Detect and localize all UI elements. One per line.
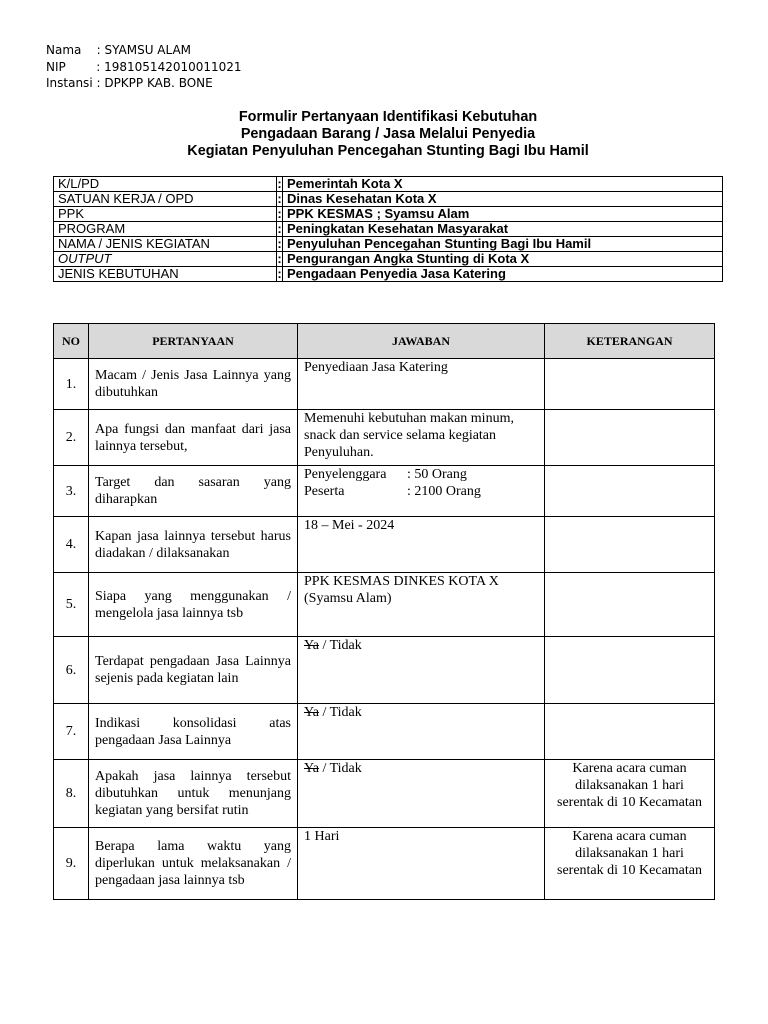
identity-instansi: Instansi : DPKPP KAB. BONE <box>46 76 213 90</box>
info-row: PPK : PPK KESMAS ; Syamsu Alam <box>54 207 723 222</box>
header-keterangan: KETERANGAN <box>545 324 715 359</box>
answer-line: Penyelenggara : 50 Orang <box>304 467 467 482</box>
title-line-1: Formulir Pertanyaan Identifikasi Kebutuhan <box>238 109 538 125</box>
table-row: 7. Indikasi konsolidasi atas pengadaan Jasa Lainnya Ya / Tidak <box>54 704 715 760</box>
info-row: JENIS KEBUTUHAN : Pengadaan Penyedia Jasa Katering <box>54 267 723 282</box>
info-row: NAMA / JENIS KEGIATAN : Penyuluhan Pencegahan Stunting Bagi Ibu Hamil <box>54 237 723 252</box>
strike-ya: Ya <box>304 705 319 720</box>
info-row: PROGRAM : Peningkatan Kesehatan Masyarakat <box>54 222 723 237</box>
instansi-value: DPKPP KAB. BONE <box>104 76 213 90</box>
table-header-row <box>54 324 715 359</box>
table-row: 1. Macam / Jenis Jasa Lainnya yang dibutuhkan Penyediaan Jasa Katering <box>54 359 715 410</box>
table-row: 3. Target dan sasaran yang diharapkan Penyelenggara : 50 Orang Peserta : 2100 Orang <box>54 466 715 517</box>
identity-nip: NIP : 198105142010011021 <box>46 59 242 74</box>
info-table <box>53 176 723 282</box>
answer-line: Peserta : 2100 Orang <box>304 484 481 499</box>
strike-ya: Ya <box>304 761 319 776</box>
form-title <box>0 109 768 160</box>
info-row: K/L/PD : Pemerintah Kota X <box>54 177 723 192</box>
identity-block <box>46 42 242 92</box>
table-row: 4. Kapan jasa lainnya tersebut harus diadakan / dilaksanakan 18 – Mei - 2024 <box>54 517 715 573</box>
table-row: 5. Siapa yang menggunakan / mengelola jasa lainnya tsb PPK KESMAS DINKES KOTA X (Syamsu Alam) <box>54 573 715 637</box>
identity-nama: Nama : SYAMSU ALAM <box>46 43 192 57</box>
question-table <box>53 323 715 900</box>
header-no: NO <box>54 324 89 359</box>
nama-value: SYAMSU ALAM <box>104 43 192 57</box>
title-line-2: Pengadaan Barang / Jasa Melalui Penyedia <box>240 126 536 142</box>
header-jawaban: JAWABAN <box>298 324 545 359</box>
table-row: 8. Apakah jasa lainnya tersebut dibutuhkan untuk menunjang kegiatan yang bersifat rutin Ya / Tidak Karena acara cuman dilaksanakan 1 hari serentak di 10 Kecamatan <box>54 760 715 828</box>
title-line-3: Kegiatan Penyuluhan Pencegahan Stunting Bagi Ibu Hamil <box>187 143 589 159</box>
info-row: SATUAN KERJA / OPD : Dinas Kesehatan Kota X <box>54 192 723 207</box>
table-row: 2. Apa fungsi dan manfaat dari jasa lainnya tersebut, Memenuhi kebutuhan makan minum, snack dan service selama kegiatan Penyuluhan. <box>54 410 715 466</box>
table-row: 6. Terdapat pengadaan Jasa Lainnya sejenis pada kegiatan lain Ya / Tidak <box>54 637 715 704</box>
nip-value: 198105142010011021 <box>104 59 242 74</box>
table-row: 9. Berapa lama waktu yang diperlukan untuk melaksanakan / pengadaan jasa lainnya tsb 1 Hari Karena acara cuman dilaksanakan 1 hari serentak di 10 Kecamatan <box>54 828 715 900</box>
strike-ya: Ya <box>304 638 319 653</box>
header-pertanyaan: PERTANYAAN <box>89 324 298 359</box>
info-row: OUTPUT : Pengurangan Angka Stunting di Kota X <box>54 252 723 267</box>
